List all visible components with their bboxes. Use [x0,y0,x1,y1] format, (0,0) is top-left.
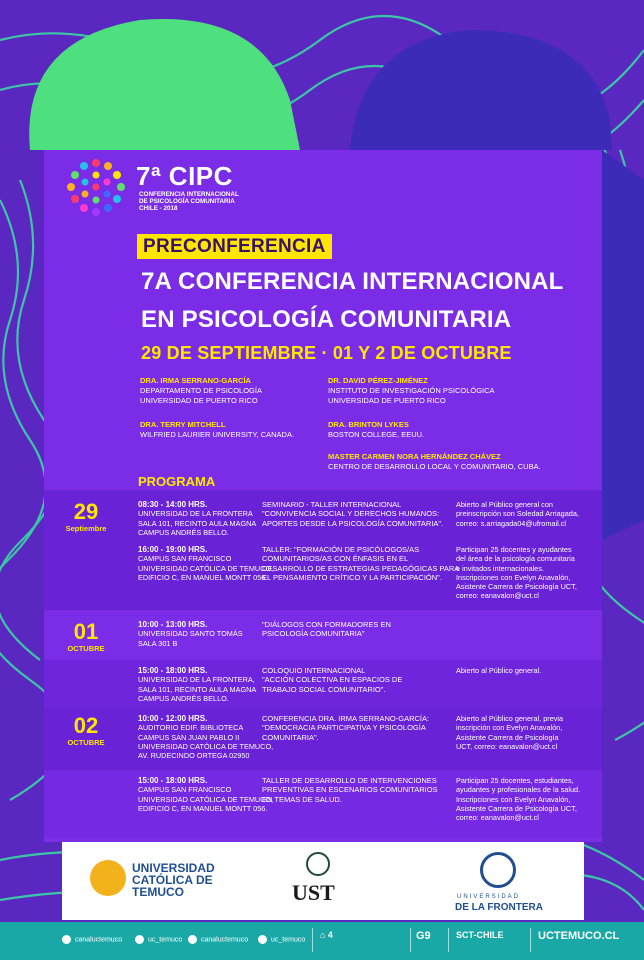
session-description [262,620,391,639]
session-description-line: EN TEMAS DE SALUD. [262,794,342,804]
session-description-line: TRABAJO SOCIAL COMUNITARIO". [262,684,386,694]
session-place-line: SALA 101, RECINTO AULA MAGNA [138,684,257,694]
session-description-line: CONFERENCIA DRA. IRMA SERRANO-GARCÍA: [262,714,430,723]
session-place [138,545,273,582]
session-place [138,776,273,813]
accreditation-logo: ⌂ 4 [320,930,333,940]
uct-logo-icon [90,860,126,896]
day-02: 02 OCTUBRE [67,713,105,747]
speaker-1: DRA. IRMA SERRANO-GARCÍA DEPARTAMENTO DE PSICOLOGÍA UNIVERSIDAD DE PUERTO RICO [140,376,262,405]
conference-title-line2: EN PSICOLOGÍA COMUNITARIA [141,306,512,333]
session-info-line: e invitados internacionales. [456,563,545,573]
session-info-line: Participan 25 docentes y ayudantes [456,545,572,554]
session-place-line: CAMPUS ANDRÉS BELLO. [138,693,229,703]
preconference-badge: PRECONFERENCIA [137,234,332,259]
logo-subtitle: CONFERENCIA INTERNACIONAL DE PSICOLOGÍA COMUNITARIA CHILE - 2018 [139,191,239,212]
session-info-line: preinscripción son Soledad Arriagada, [456,509,579,519]
divider [448,928,449,952]
divider [312,928,313,952]
instagram-link[interactable]: canaluctemuco [188,935,248,944]
ust-seal-icon [306,852,330,876]
speaker-4: DRA. BRINTON LYKES BOSTON COLLEGE, EEUU. [328,420,425,439]
session-info [456,714,563,751]
social-bar [0,922,644,960]
session-info-line: correo: eanavalon@uct.cl [456,813,539,823]
session-description-line: TALLER DE DESARROLLO DE INTERVENCIONES [262,776,437,785]
session-info-line: ayudantes y profesionales de la salud. [456,785,581,795]
session-place-line: SALA 101, RECINTO AULA MAGNA [138,518,257,528]
session-description-line: TALLER: "FORMACIÓN DE PSICÓLOGOS/AS [262,545,420,554]
twitter-icon [135,935,144,944]
session-description-line: "CONVIVENCIA SOCIAL Y DERECHOS HUMANOS: [262,509,440,519]
conference-dates: 29 DE SEPTIEMBRE · 01 Y 2 DE OCTUBRE [141,343,512,363]
session-info-line: correo: s.arriagada04@ufromail.cl [456,518,567,528]
udf-seal-icon [480,852,516,888]
session-place-line: EDIFICIO C, EN MANUEL MONTT 056. [138,572,268,582]
session-info-line: Asistente Carrera de Psicología UCT, [456,803,577,813]
session-description-line: "DEMOCRACIA PARTICIPATIVA Y PSICOLOGÍA [262,723,426,733]
session-info [456,666,541,675]
session-place-line: AUDITORIO EDIF. BIBLIOTECA [138,723,244,733]
session-description-line: PREVENTIVAS EN ESCENARIOS COMUNITARIOS [262,785,438,795]
session-info [456,776,580,822]
session-info-line: Inscripciones con Evelyn Anavalón, [456,794,571,804]
session-place-line: SALA 301 B [138,638,178,648]
session-description-line: "DIÁLOGOS CON FORMADORES EN [262,620,391,629]
session-place-line: UNIVERSIDAD SANTO TOMÁS [138,629,243,639]
logo-dots-icon [64,157,128,219]
session-place-line: UNIVERSIDAD DE LA FRONTERA, [138,675,255,685]
divider [530,928,531,952]
session-time: 10:00 - 13:00 HRS. [138,620,208,629]
g9-logo: G9 [416,930,431,942]
session-info [456,500,579,528]
speaker-2: DR. DAVID PÉREZ-JIMÉNEZ INSTITUTO DE INVESTIGACIÓN PSICOLÓGICA UNIVERSIDAD DE PUERTO RICO [328,376,495,405]
conference-title-line1: 7A CONFERENCIA INTERNACIONAL [141,268,564,295]
logo-title: 7ª CIPC [136,161,233,191]
session-description [262,666,402,694]
session-info-line: del área de la psicología comunitaria [456,554,575,564]
snapchat-icon [258,935,267,944]
session-info-line: correo: eanavalon@uct.cl [456,591,539,601]
session-description [262,545,459,582]
snapchat-link[interactable]: uc_temuco [258,935,305,944]
session-info-line: Inscripciones con Evelyn Anavalón, [456,572,571,582]
session-description-line: COMUNITARIOS/AS CON ÉNFASIS EN EL [262,554,409,564]
session-time: 15:00 - 18:00 HRS. [138,776,208,785]
session-place [138,500,256,537]
ust-logo-text: UST [292,880,335,905]
session-description [262,776,438,804]
session-place-line: UNIVERSIDAD DE LA FRONTERA [138,509,253,519]
session-info-line: Abierto al Público general, previa [456,714,564,723]
session-description-line: COMUNITARIA". [262,732,319,742]
session-place-line: CAMPUS SAN FRANCISCO [138,785,232,795]
day-29: 29 Septiembre [65,499,107,533]
session-place [138,714,273,760]
session-place-line: UNIVERSIDAD CATÓLICA DE TEMUCO, [138,563,274,573]
session-place-line: CAMPUS ANDRÉS BELLO. [138,527,229,537]
session-place-line: UNIVERSIDAD CATÓLICA DE TEMUCO, [138,741,274,751]
session-place [138,666,256,703]
speaker-5: MASTER CARMEN NORA HERNÁNDEZ CHÁVEZ CENTRO DE DESARROLLO LOCAL Y COMUNITARIO, CUBA. [328,452,541,471]
session-place-line: CAMPUS SAN JUAN PABLO II [138,732,240,742]
session-info-line: UCT, correo: eanavalon@uct.cl [456,741,558,751]
session-description [262,714,429,742]
session-info-line: Asistente Carrera de Psicología UCT, [456,582,577,592]
session-info-line: Participan 25 docentes, estudiantes, [456,776,574,785]
session-description [262,500,443,528]
divider [410,928,411,952]
uct-logo-text: UNIVERSIDAD CATÓLICA DE TEMUCO [132,861,215,899]
session-place-line: UNIVERSIDAD CATÓLICA DE TEMUCO, [138,794,274,804]
session-info-line: Abierto al Público general. [456,666,542,675]
footer-logos [62,842,584,920]
instagram-icon [188,935,197,944]
session-description-line: DESARROLLO DE ESTRATEGIAS PEDAGÓGICAS PARA [262,563,460,573]
facebook-icon [62,935,71,944]
session-place-line: EDIFICIO C, EN MANUEL MONTT 056. [138,803,268,813]
website-link[interactable]: UCTEMUCO.CL [538,930,620,942]
session-description-line: "ACCIÓN COLECTIVA EN ESPACIOS DE [262,675,403,685]
session-description-line: PSICOLOGÍA COMUNITARIA" [262,629,365,639]
session-time: 15:00 - 18:00 HRS. [138,666,208,675]
udf-logo-top: UNIVERSIDAD [457,894,521,900]
speaker-3: DRA. TERRY MITCHELL WILFRIED LAURIER UNIVERSITY, CANADA. [140,420,295,439]
session-info [456,545,577,601]
session-description-line: APORTES DESDE LA PSICOLOGÍA COMUNITARIA". [262,518,444,528]
session-info-line: Asistente Carrera de Psicología [456,732,559,742]
udf-logo-bottom: DE LA FRONTERA [455,902,543,913]
sct-chile-logo: SCT-CHILE [456,930,504,940]
session-time: 08:30 - 14:00 HRS. [138,500,208,509]
session-time: 16:00 - 19:00 HRS. [138,545,208,554]
day-01: 01 OCTUBRE [67,619,105,653]
cipc-logo [64,157,264,219]
session-info-line: Abierto al Público general con [456,500,553,509]
session-description-line: SEMINARIO - TALLER INTERNACIONAL [262,500,402,509]
session-description-line: COLOQUIO INTERNACIONAL [262,666,366,675]
program-label: PROGRAMA [138,474,216,489]
session-time: 10:00 - 12:00 HRS. [138,714,208,723]
session-place [138,620,243,648]
session-place-line: AV. RUDECINDO ORTEGA 02950 [138,751,250,761]
session-place-line: CAMPUS SAN FRANCISCO [138,554,232,564]
twitter-link[interactable]: uc_temuco [135,935,182,944]
session-description-line: EL PENSAMIENTO CRÍTICO Y LA PARTICIPACIÓN". [262,572,442,582]
session-info-line: inscripción con Evelyn Anavalón, [456,723,563,733]
facebook-link[interactable]: canaluctemuco [62,935,122,944]
